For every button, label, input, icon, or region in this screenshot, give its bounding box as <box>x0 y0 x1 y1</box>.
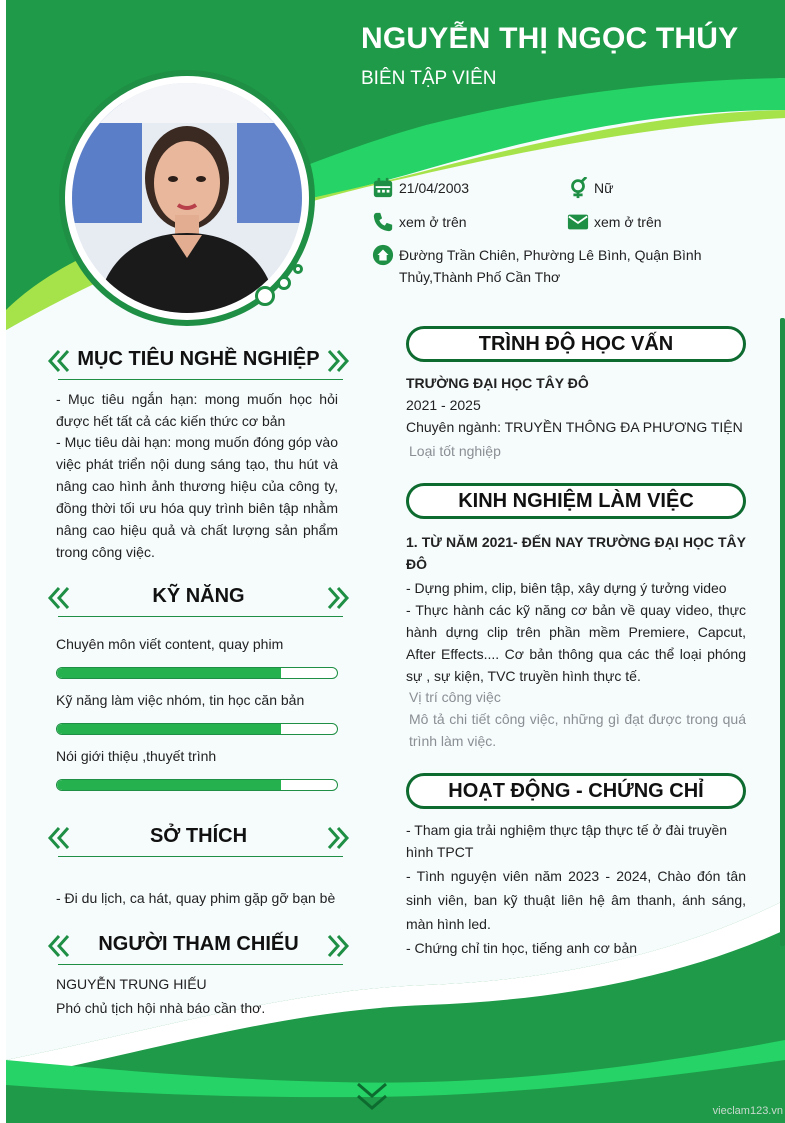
hobbies-text: - Đi du lịch, ca hát, quay phim gặp gỡ bạn bè <box>56 890 336 906</box>
skill-bar-fill <box>57 724 281 734</box>
activities-heading: HOẠT ĐỘNG - CHỨNG CHỈ <box>406 773 746 809</box>
phone-icon <box>372 211 394 233</box>
skills-title: KỸ NĂNG <box>152 585 245 607</box>
heading-underline <box>58 856 343 857</box>
address: Đường Trần Chiên, Phường Lê Bình, Quận Bình Thủy,Thành Phố Cần Thơ <box>399 247 702 285</box>
objective-heading <box>46 342 351 382</box>
candidate-name: NGUYỄN THỊ NGỌC THÚY <box>361 22 739 55</box>
chevron-right-icon <box>325 825 351 851</box>
chevron-right-icon <box>325 933 351 959</box>
skill-bar <box>56 779 338 791</box>
heading-underline <box>58 616 343 617</box>
chevron-right-icon <box>325 585 351 611</box>
job-title: BIÊN TẬP VIÊN <box>361 68 497 89</box>
objective-long-term: - Mục tiêu dài hạn: mong muốn đóng góp vào việc phát triển nội dung sáng tạo, thu hút và nâng cao hình ảnh thương hiệu của công ty, đồng thời tối ưu hóa quy trình biên tập nhằm nâng cao hiệu quả và chất lượng sản phẩm trong công việc. <box>56 434 338 560</box>
skill-label: Nói giới thiệu ,thuyết trình <box>56 748 217 764</box>
address-row <box>372 244 702 288</box>
education-years: 2021 - 2025 <box>406 397 481 413</box>
activity-item: - Tình nguyện viên năm 2023 - 2024, Chào đón tân sinh viên, ban kỹ thuật liên hệ âm thanh, ánh sáng, màn hình led. <box>406 868 746 932</box>
decor-dot-medium <box>277 276 291 290</box>
activity-item: - Tham gia trải nghiệm thực tập thực tế ở đài truyền hình TPCT <box>406 822 728 860</box>
experience-position-placeholder: Vị trí công việc <box>409 689 501 705</box>
hobbies-heading <box>46 819 351 859</box>
calendar-icon <box>372 177 394 199</box>
skill-bar <box>56 667 338 679</box>
email-row <box>567 211 662 233</box>
chevron-left-icon <box>46 933 72 959</box>
objective-short-term: - Mục tiêu ngắn hạn: mong muốn học hỏi được hết tất cả các kiến thức cơ bản <box>56 391 338 429</box>
activity-item: - Chứng chỉ tin học, tiếng anh cơ bản <box>406 940 638 956</box>
skills-heading <box>46 579 351 619</box>
phone-row <box>372 211 467 233</box>
chevron-left-icon <box>46 348 72 374</box>
cv-page <box>6 0 785 1123</box>
email-icon <box>567 211 589 233</box>
education-school: TRƯỜNG ĐẠI HỌC TÂY ĐÔ <box>406 375 589 391</box>
chevron-left-icon <box>46 825 72 851</box>
experience-line-2: - Thực hành các kỹ năng cơ bản về quay video, thực hành dựng clip trên phần mềm Premiere, Capcut, After Effects.... Cơ bản thông qua các thể loại phóng sự , sự kiện, TVC truyền hình thực tế. <box>406 602 746 684</box>
experience-line-1: - Dựng phim, clip, biên tập, xây dựng ý tưởng video <box>406 580 727 596</box>
gender: Nữ <box>594 180 614 196</box>
decor-dot-large <box>255 286 275 306</box>
hobbies-title: SỞ THÍCH <box>149 825 248 847</box>
skill-bar <box>56 723 338 735</box>
watermark: vieclam123.vn <box>712 1105 783 1117</box>
education-heading: TRÌNH ĐỘ HỌC VẤN <box>406 326 746 362</box>
education-grade: Loại tốt nghiệp <box>409 443 501 459</box>
gender-row <box>567 177 613 199</box>
reference-name: NGUYỄN TRUNG HIẾU <box>56 976 207 992</box>
references-title: NGƯỜI THAM CHIẾU <box>98 933 299 955</box>
profile-photo <box>72 83 302 313</box>
skill-label: Chuyên môn viết content, quay phim <box>56 636 284 652</box>
birthdate-row <box>372 177 469 199</box>
experience-description-placeholder: Mô tả chi tiết công việc, những gì đạt được trong quá trình làm việc. <box>409 711 746 749</box>
objective-title: MỤC TIÊU NGHỀ NGHIỆP <box>77 348 320 370</box>
birthdate: 21/04/2003 <box>399 180 470 196</box>
education-major: Chuyên ngành: TRUYỀN THÔNG ĐA PHƯƠNG TIỆN <box>406 419 743 435</box>
double-chevron-down-icon <box>354 1080 390 1116</box>
gender-icon <box>567 177 589 199</box>
heading-underline <box>58 964 343 965</box>
avatar-frame <box>51 70 331 326</box>
chevron-right-icon <box>325 348 351 374</box>
references-heading <box>46 927 351 967</box>
reference-position: Phó chủ tịch hội nhà báo cần thơ. <box>56 1000 266 1016</box>
skill-bar-fill <box>57 780 281 790</box>
phone: xem ở trên <box>399 214 467 230</box>
email: xem ở trên <box>594 214 662 230</box>
heading-underline <box>58 379 343 380</box>
experience-heading-text: 1. TỪ NĂM 2021- ĐẾN NAY TRƯỜNG ĐẠI HỌC TÂY ĐÔ <box>406 534 746 572</box>
chevron-left-icon <box>46 585 72 611</box>
decor-dot-small <box>293 264 303 274</box>
home-icon <box>372 244 394 266</box>
experience-heading: KINH NGHIỆM LÀM VIỆC <box>406 483 746 519</box>
skill-bar-fill <box>57 668 281 678</box>
skill-label: Kỹ năng làm việc nhóm, tin học căn bản <box>56 692 305 708</box>
avatar <box>65 76 309 320</box>
